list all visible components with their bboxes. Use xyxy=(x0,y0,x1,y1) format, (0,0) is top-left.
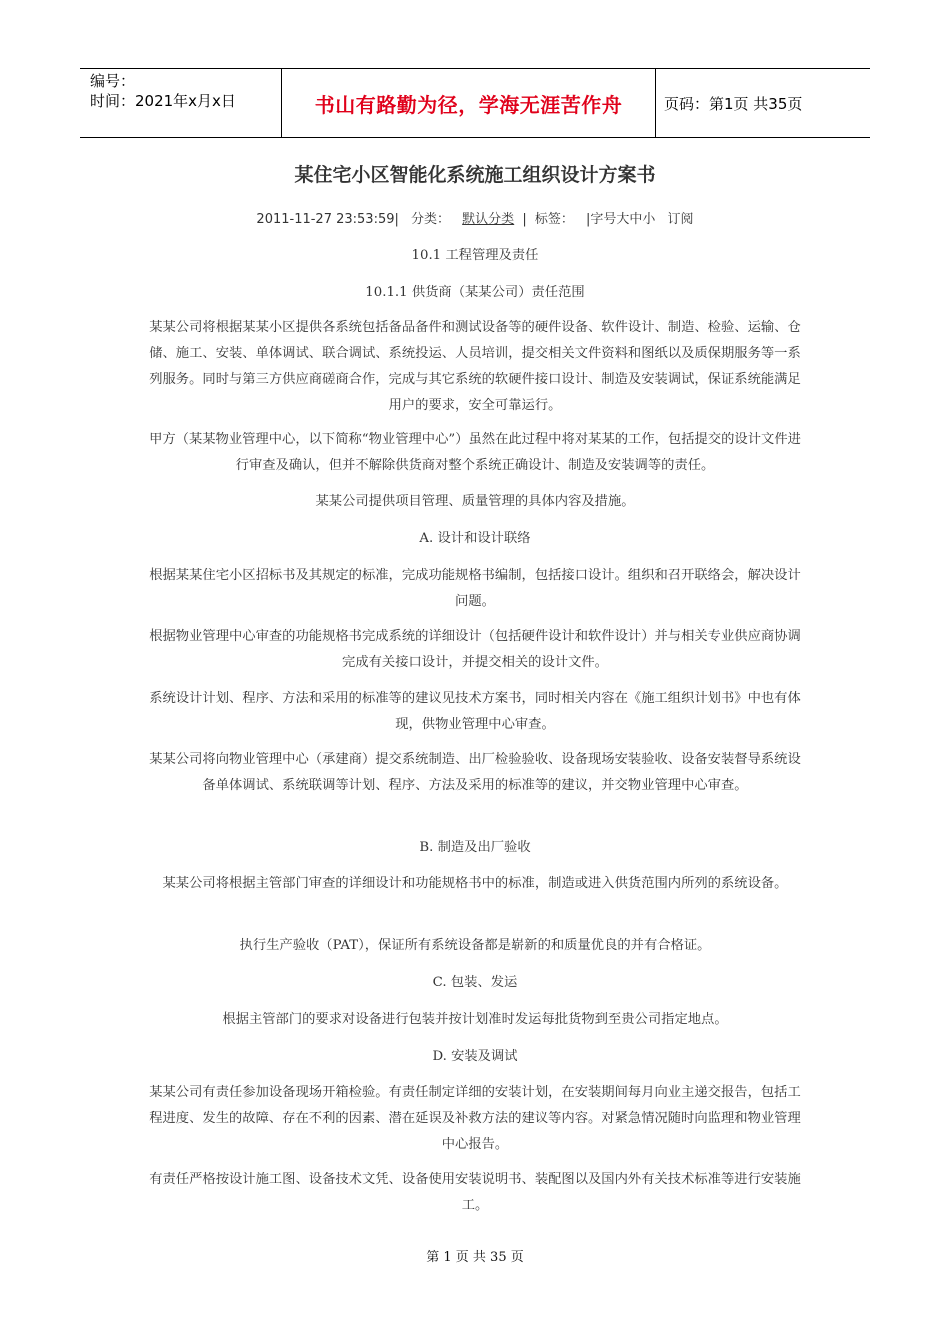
paragraph-party-a: 甲方（某某物业管理中心，以下简称“物业管理中心”）虽然在此过程中将对某某的工作，包括提交的设计文件进行审查及确认，但并不解除供货商对整个系统正确设计、制造及安装调等的责任。 xyxy=(149,432,801,473)
post-datetime: 2011-11-27 23:53:59| xyxy=(256,212,399,227)
section-heading-10-1: 10.1 工程管理及责任 xyxy=(411,248,539,263)
heading-packing: C. 包装、发运 xyxy=(432,975,518,990)
document-title: 某住宅小区智能化系统施工组织设计方案书 xyxy=(294,164,656,186)
post-meta: 2011-11-27 23:53:59| 分类： 默认分类 | 标签： |字号大中小 订阅 xyxy=(256,212,694,227)
paragraph-design-3: 系统设计计划、程序、方法和采用的标准等的建议见技术方案书，同时相关内容在《施工组织计划书》中也有体现，供物业管理中心审查。 xyxy=(149,691,801,732)
header-motto: 书山有路勤为径，学海无涯苦作舟 xyxy=(281,69,656,137)
paragraph-installation-1: 某某公司有责任参加设备现场开箱检验。有责任制定详细的安装计划，在安装期间每月向业主递交报告，包括工程进度、发生的故障、存在不利的因素、潜在延误及补救方法的建议等内容。对紧急情况随时向监理和物业管理中心报告。 xyxy=(149,1085,801,1152)
category-link[interactable]: 默认分类 xyxy=(462,212,515,227)
heading-design: A. 设计和设计联络 xyxy=(419,531,531,546)
document-number-label: 编号： xyxy=(90,72,136,90)
paragraph-management: 某某公司提供项目管理、质量管理的具体内容及措施。 xyxy=(315,494,635,509)
heading-manufacturing: B. 制造及出厂验收 xyxy=(419,840,531,855)
section-heading-10-1-1: 10.1.1 供货商（某某公司）责任范围 xyxy=(365,285,585,300)
paragraph-installation-2: 有责任严格按设计施工图、设备技术文凭、设备使用安装说明书、装配图以及国内外有关技术标准等进行安装施工。 xyxy=(149,1172,801,1213)
header-table xyxy=(80,68,870,138)
paragraph-scope: 某某公司将根据某某小区提供各系统包括备品备件和测试设备等的硬件设备、软件设计、制造、检验、运输、仓储、施工、安装、单体调试、联合调试、系统投运、人员培训，提交相关文件资料和图纸以及质保期服务等一系列服务。同时与第三方供应商磋商合作，完成与其它系统的软硬件接口设计、制造及安装调试，保证系统能满足用户的要求，安全可靠运行。 xyxy=(149,320,801,413)
font-size-selector[interactable]: |字号大中小 xyxy=(586,212,656,227)
paragraph-design-4: 某某公司将向物业管理中心（承建商）提交系统制造、出厂检验验收、设备现场安装验收、设备安装督导系统设备单体调试、系统联调等计划、程序、方法及采用的标准等的建议，并交物业管理中心审查。 xyxy=(149,752,801,793)
page-footer: 第 1 页 共 35 页 xyxy=(426,1250,524,1265)
heading-installation: D. 安装及调试 xyxy=(432,1049,518,1064)
paragraph-design-2: 根据物业管理中心审查的功能规格书完成系统的详细设计（包括硬件设计和软件设计）并与相关专业供应商协调完成有关接口设计，并提交相关的设计文件。 xyxy=(149,629,801,670)
header-left-cell xyxy=(80,69,281,137)
paragraph-packing: 根据主管部门的要求对设备进行包装并按计划准时发运每批货物到至贵公司指定地点。 xyxy=(222,1012,728,1027)
document-time-label: 时间：2021年x月x日 xyxy=(90,92,236,110)
header-page-info: 页码：第1页 共35页 xyxy=(664,94,803,113)
tags-label: 标签： xyxy=(534,212,574,227)
paragraph-manufacturing-1: 某某公司将根据主管部门审查的详细设计和功能规格书中的标准，制造或进入供货范围内所列的系统设备。 xyxy=(162,876,788,891)
subscribe-link[interactable]: 订阅 xyxy=(667,212,694,227)
paragraph-design-1: 根据某某住宅小区招标书及其规定的标准，完成功能规格书编制，包括接口设计。组织和召开联络会，解决设计问题。 xyxy=(149,568,801,609)
category-label: 分类： xyxy=(411,212,451,227)
paragraph-manufacturing-2: 执行生产验收（PAT），保证所有系统设备都是崭新的和质量优良的并有合格证。 xyxy=(239,938,711,953)
